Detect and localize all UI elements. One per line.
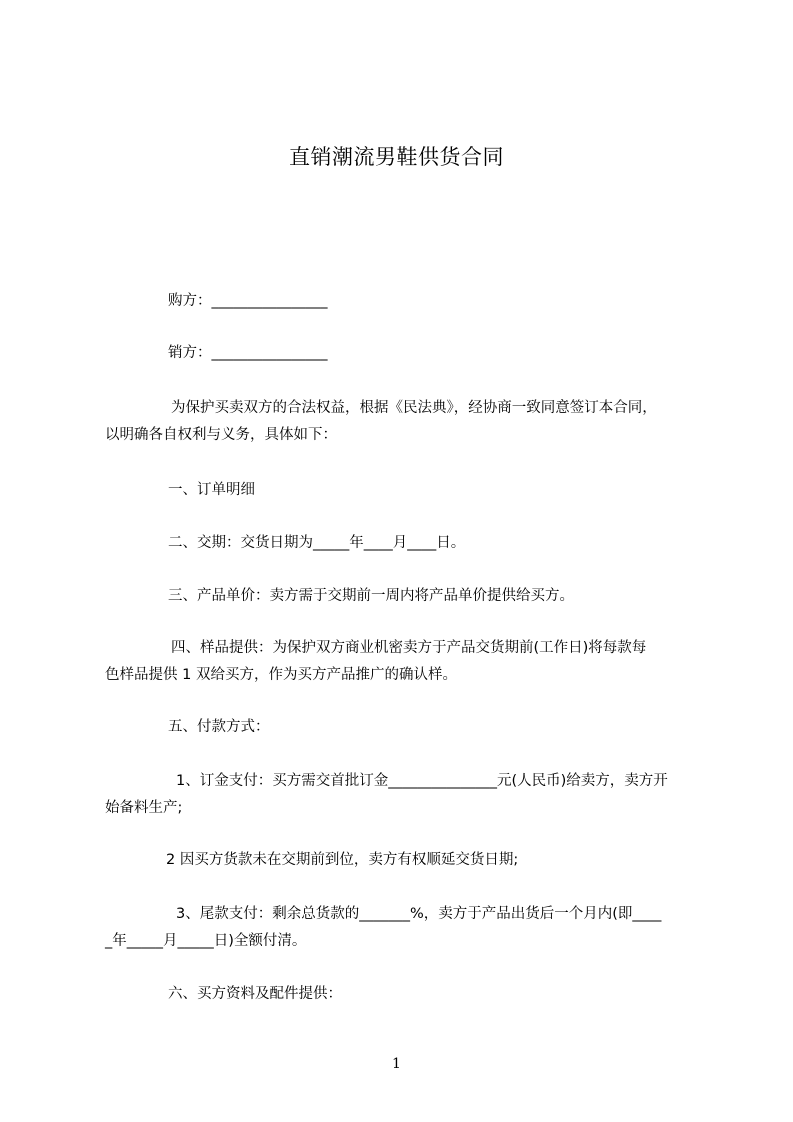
balance-line-1: 3、尾款支付：剩余总货款的_______%，卖方于产品出货后一个月内(即____ — [176, 906, 662, 922]
intro-line-2: 以明确各自权利与义务，具体如下： — [105, 427, 337, 443]
payment-deposit — [105, 768, 710, 822]
samples-line-2: 色样品提供 1 双给买方，作为买方产品推广的确认样。 — [105, 667, 457, 683]
buyer-line: 购方：________________ — [168, 293, 328, 309]
section-buyer-materials: 六、买方资料及配件提供： — [168, 986, 342, 1002]
section-unit-price: 三、产品单价：卖方需于交期前一周内将产品单价提供给买方。 — [168, 588, 574, 604]
samples-line-1: 四、样品提供：为保护双方商业机密卖方于产品交货期前(工作日)将每款每 — [171, 640, 647, 656]
payment-balance — [105, 901, 710, 955]
section-payment-method: 五、付款方式： — [168, 719, 270, 735]
deposit-line-1: 1、订金支付：买方需交首批订金_______________元(人民币)给卖方，卖方开 — [176, 773, 668, 789]
section-order-details: 一、订单明细 — [168, 482, 255, 498]
deposit-line-2: 始备料生产; — [105, 800, 183, 816]
page-number: 1 — [392, 1056, 401, 1072]
payment-delay-clause: 2 因买方货款未在交期前到位，卖方有权顺延交货日期; — [166, 852, 519, 868]
seller-line: 销方：________________ — [168, 345, 328, 361]
balance-line-2: _年_____月_____日)全额付清。 — [105, 933, 307, 949]
section-delivery-date: 二、交期：交货日期为_____年____月____日。 — [168, 535, 466, 551]
section-samples — [105, 635, 710, 689]
intro-paragraph — [105, 395, 710, 449]
intro-line-1: 为保护买卖双方的合法权益，根据《民法典》，经协商一致同意签订本合同， — [171, 400, 657, 416]
document-title: 直销潮流男鞋供货合同 — [289, 145, 504, 169]
